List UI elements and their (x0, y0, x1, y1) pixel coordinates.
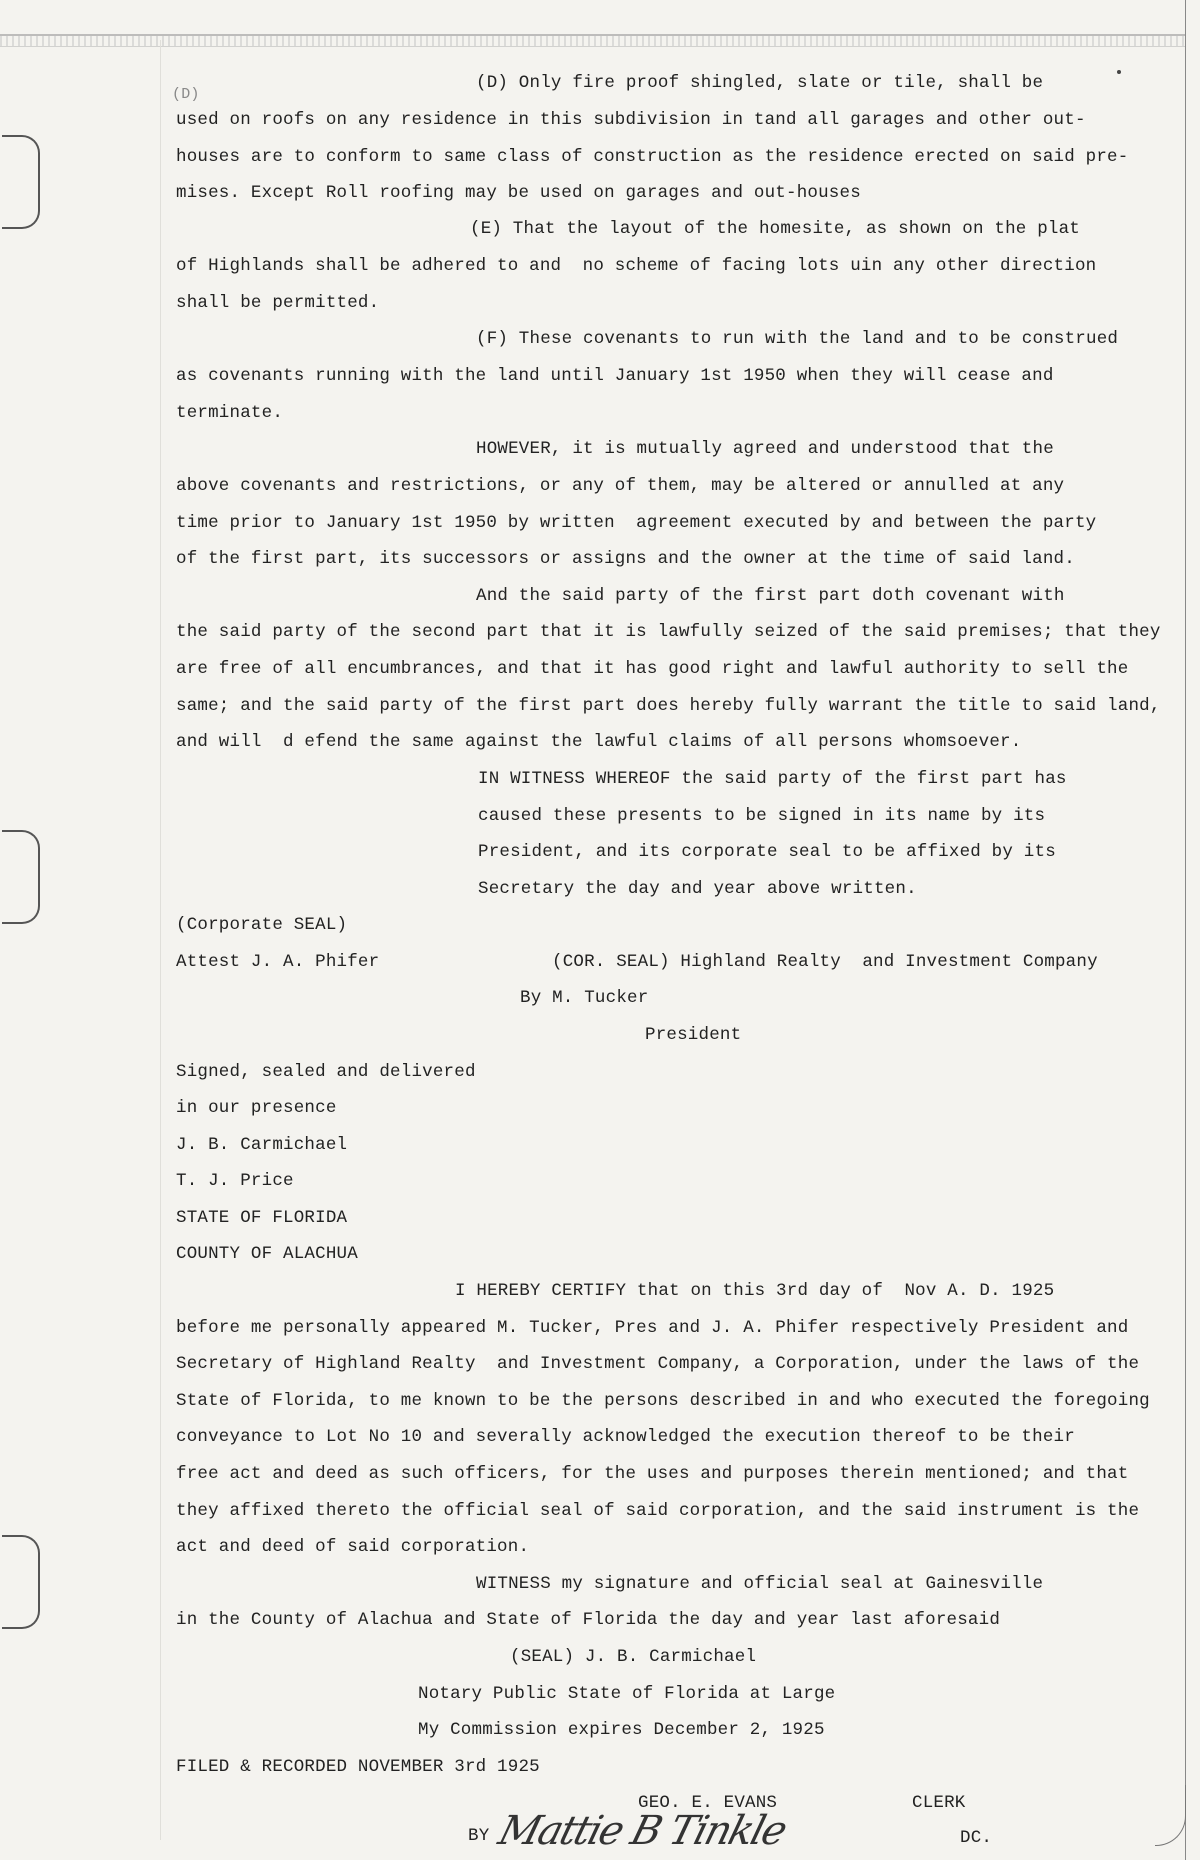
text-line: My Commission expires December 2, 1925 (418, 1720, 825, 1740)
text-line: same; and the said party of the first part does hereby fully warrant the title to said land, (176, 696, 1161, 716)
text-line: T. J. Price (176, 1171, 294, 1191)
text-line: I HEREBY CERTIFY that on this 3rd day of Nov A. D. 1925 (455, 1281, 1055, 1301)
text-line: free act and deed as such officers, for the uses and purposes therein mentioned; and that (176, 1464, 1129, 1484)
text-line: (COR. SEAL) Highland Realty and Investment Company (552, 952, 1098, 972)
binder-hole-icon (2, 830, 40, 924)
margin-mark: (D) (172, 86, 200, 103)
text-line: shall be permitted. (176, 293, 380, 313)
text-line: COUNTY OF ALACHUA (176, 1244, 358, 1264)
text-line: Attest J. A. Phifer (176, 952, 380, 972)
text-line: Notary Public State of Florida at Large (418, 1684, 836, 1704)
text-line: caused these presents to be signed in its name by its (478, 806, 1046, 826)
text-line: in the County of Alachua and State of Florida the day and year last aforesaid (176, 1610, 1001, 1630)
text-line: conveyance to Lot No 10 and severally acknowledged the execution thereof to be their (176, 1427, 1075, 1447)
text-line: BY (468, 1826, 490, 1846)
text-line: President, and its corporate seal to be affixed by its (478, 842, 1056, 862)
page-corner (1155, 1785, 1186, 1846)
text-line: By M. Tucker (520, 988, 649, 1008)
text-line: (E) That the layout of the homesite, as shown on the plat (470, 219, 1080, 239)
text-line: as covenants running with the land until January 1st 1950 when they will cease and (176, 366, 1054, 386)
text-line: mises. Except Roll roofing may be used on garages and out-houses (176, 183, 861, 203)
text-line: the said party of the second part that it is lawfully seized of the said premises; that they (176, 622, 1161, 642)
text-line: Secretary of Highland Realty and Investment Company, a Corporation, under the laws of the (176, 1354, 1140, 1374)
text-line: terminate. (176, 403, 284, 423)
text-line: used on roofs on any residence in this subdivision in tand all garages and other out- (176, 110, 1086, 130)
ink-dot (1117, 70, 1121, 74)
text-line: in our presence (176, 1098, 337, 1118)
binder-hole-icon (2, 1535, 40, 1629)
text-line: WITNESS my signature and official seal at Gainesville (476, 1574, 1044, 1594)
text-line: HOWEVER, it is mutually agreed and understood that the (476, 439, 1054, 459)
top-rule (0, 34, 1185, 47)
text-line: (D) Only fire proof shingled, slate or tile, shall be (476, 73, 1044, 93)
text-line: before me personally appeared M. Tucker, Pres and J. A. Phifer respectively President and (176, 1318, 1129, 1338)
text-line: of the first part, its successors or assigns and the owner at the time of said land. (176, 549, 1075, 569)
text-line: IN WITNESS WHEREOF the said party of the first part has (478, 769, 1067, 789)
text-line: DC. (960, 1828, 993, 1848)
text-line: time prior to January 1st 1950 by written agreement executed by and between the party (176, 513, 1097, 533)
text-line: (F) These covenants to run with the land and to be construed (476, 329, 1119, 349)
text-line: FILED & RECORDED NOVEMBER 3rd 1925 (176, 1757, 540, 1777)
text-line: they affixed thereto the official seal of said corporation, and the said instrument is the (176, 1501, 1140, 1521)
text-line: (SEAL) J. B. Carmichael (510, 1647, 757, 1667)
text-line: State of Florida, to me known to be the persons described in and who executed the foregoing (176, 1391, 1150, 1411)
text-line: are free of all encumbrances, and that it has good right and lawful authority to sell the (176, 659, 1129, 679)
binder-hole-icon (2, 135, 40, 229)
text-line: of Highlands shall be adhered to and no scheme of facing lots uin any other direction (176, 256, 1097, 276)
text-line: President (645, 1025, 742, 1045)
text-line: (Corporate SEAL) (176, 915, 348, 935)
text-line: houses are to conform to same class of construction as the residence erected on said pre- (176, 147, 1129, 167)
page-edge (1185, 0, 1186, 1860)
text-line: And the said party of the first part doth covenant with (476, 586, 1065, 606)
handwritten-signature: Mattie B Tinkle (493, 1808, 791, 1854)
text-line: Signed, sealed and delivered (176, 1062, 476, 1082)
text-line: act and deed of said corporation. (176, 1537, 530, 1557)
text-line: and will d efend the same against the lawful claims of all persons whomsoever. (176, 732, 1022, 752)
text-line: STATE OF FLORIDA (176, 1208, 348, 1228)
text-line: CLERK (912, 1793, 966, 1813)
text-line: GEO. E. EVANS (638, 1793, 778, 1813)
text-line: Secretary the day and year above written. (478, 879, 917, 899)
text-line: above covenants and restrictions, or any of them, may be altered or annulled at any (176, 476, 1065, 496)
margin-line (160, 40, 161, 1840)
text-line: J. B. Carmichael (176, 1135, 348, 1155)
